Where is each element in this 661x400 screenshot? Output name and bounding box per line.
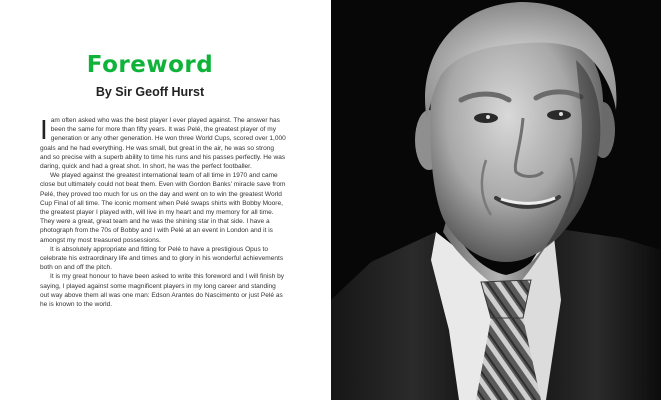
paragraph-2: We played against the greatest international team of all time in 1970 and came close but ultimately could not beat them. Even with Gordon Banks' miracle save from Pelé, they proved too much for us on the day and went on to win the greatest World Cup Final of all time. The iconic moment when Pelé swaps shirts with Bobby Moore, the greatest player I played with, will live in my heart and my memory for all time. They were a great, great team and he was the shining star in that side. I have a photograph from the 70s of Bobby and I with Pelé at an event in London and it is amongst my most treasured possessions. <box>40 172 286 244</box>
foreword-body <box>40 116 286 309</box>
paragraph-3: It is absolutely appropriate and fitting for Pelé to have a prestigious Opus to celebrate his extraordinary life and times and to glory in his wonderful achievements both on and off the pitch. <box>40 245 284 272</box>
paragraph-1-text: am often asked who was the best player I ever played against. The answer has been the same for more than fifty years. It was Pelé, the greatest player of my generation or any other generation. He won three World Cups, scored over 1,000 goals and he had everything. He was small, but great in the air, he was so strong and so precise with a superb ability to time his runs and his passes perfectly. He was daring, quick and had a great shot. In short, he was the perfect footballer. <box>40 117 286 171</box>
page-title: Foreword <box>86 52 214 78</box>
portrait-illustration <box>331 0 661 400</box>
paragraph-4: It is my great honour to have been asked to write this foreword and I will finish by saying, I played against some magnificent players in my long career and standing out way above them all was one man: Edson Arantes do Nascimento or just Pelé as he is known to the world. <box>40 273 284 309</box>
portrait-photo <box>331 0 661 400</box>
paragraph-1 <box>40 116 286 171</box>
byline: By Sir Geoff Hurst <box>95 85 205 99</box>
drop-cap: I <box>40 114 48 145</box>
